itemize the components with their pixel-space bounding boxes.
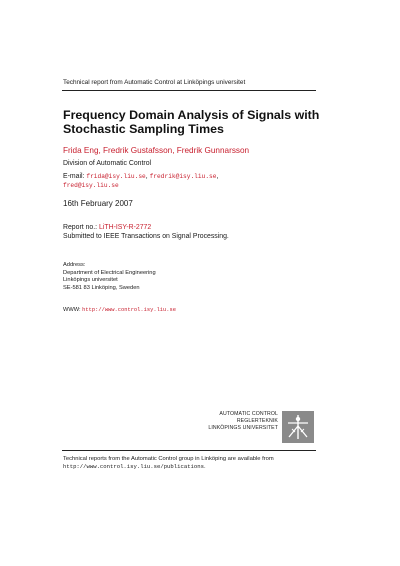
- report-number-block: [63, 223, 229, 241]
- address-line-1: Department of Electrical Engineering: [63, 269, 156, 276]
- report-date: 16th February 2007: [63, 199, 133, 208]
- logo-line-2: REGLERTEKNIK: [236, 418, 278, 425]
- email-separator: ,: [145, 173, 150, 180]
- email-label: E-mail:: [63, 173, 87, 180]
- address-label: Address:: [63, 262, 86, 268]
- logo-line-3: LINKÖPINGS UNIVERSITET: [208, 425, 278, 432]
- logo-text: [200, 411, 278, 433]
- title-line-1: Frequency Domain Analysis of Signals with: [63, 108, 320, 122]
- report-number-label: Report no.:: [63, 224, 100, 231]
- www-label: WWW:: [63, 307, 83, 313]
- footer-period: .: [204, 464, 206, 470]
- division: Division of Automatic Control: [63, 160, 152, 167]
- header-rule: [62, 90, 316, 91]
- page-footer: [63, 455, 323, 471]
- address-block: [63, 262, 156, 292]
- email-separator: ,: [216, 173, 219, 180]
- footer-rule: [62, 450, 316, 451]
- footer-link[interactable]: http://www.control.isy.liu.se/publications: [63, 463, 204, 470]
- footer-text: Technical reports from the Automatic Control group in Linköping are available from: [63, 456, 274, 462]
- liu-logo-icon: [282, 411, 314, 443]
- report-number-link[interactable]: LiTH-ISY-R-2772: [99, 224, 152, 231]
- www-line: [63, 307, 176, 315]
- author-list[interactable]: Frida Eng, Fredrik Gustafsson, Fredrik Gunnarsson: [63, 146, 250, 155]
- report-title: [63, 109, 328, 136]
- title-line-2: Stochastic Sampling Times: [63, 121, 224, 136]
- www-link[interactable]: http://www.control.isy.liu.se: [82, 307, 176, 313]
- email-block: [63, 172, 218, 190]
- address-line-3: SE-581 83 Linköping, Sweden: [63, 284, 140, 291]
- submission-note: Submitted to IEEE Transactions on Signal Processing.: [63, 233, 229, 240]
- logo-line-1: AUTOMATIC CONTROL: [219, 411, 278, 417]
- page-header: Technical report from Automatic Control at Linköpings universitet: [63, 79, 246, 86]
- email-link-fred[interactable]: fred@isy.liu.se: [63, 182, 119, 189]
- email-link-frida[interactable]: frida@isy.liu.se: [86, 173, 146, 180]
- address-line-2: Linköpings universitet: [63, 277, 118, 284]
- email-link-fredrik[interactable]: fredrik@isy.liu.se: [149, 173, 217, 180]
